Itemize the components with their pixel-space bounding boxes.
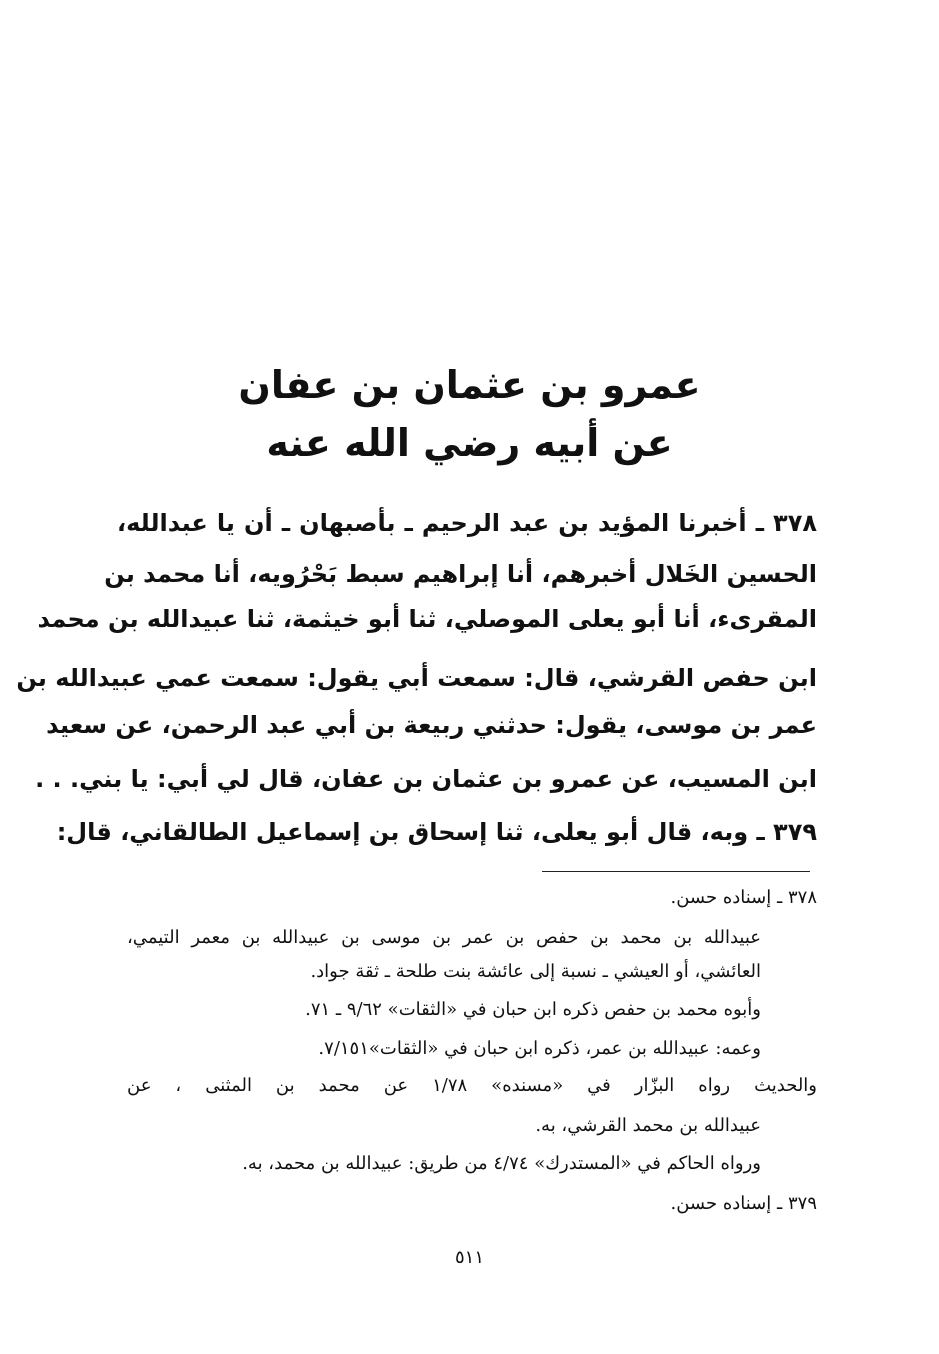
- main-text-line: عمر بن موسى، يقول: حدثني ربيعة بن أبي عبد الرحمن، عن سعيد: [46, 711, 817, 739]
- footnote-line: العائشي، أو العيشي ـ نسبة إلى عائشة بنت طلحة ـ ثقة جواد.: [310, 961, 761, 982]
- main-text-line: ٣٧٩ ـ وبه، قال أبو يعلى، ثنا إسحاق بن إسماعيل الطالقاني، قال:: [56, 818, 817, 846]
- main-text-line: المقرىء، أنا أبو يعلى الموصلي، ثنا أبو خيثمة، ثنا عبيدالله بن محمد: [37, 605, 817, 633]
- main-text-line: الحسين الخَلال أخبرهم، أنا إبراهيم سبط بَحْرُويه، أنا محمد بن: [104, 560, 817, 588]
- footnote-line: وأبوه محمد بن حفص ذكره ابن حبان في «الثقات» ٩/٦٢ ـ ٧١.: [305, 999, 761, 1020]
- footnote-line: ورواه الحاكم في «المستدرك» ٤/٧٤ من طريق: عبيدالله بن محمد، به.: [242, 1153, 761, 1174]
- footnote-number: ٣٧٩ ـ إسناده حسن.: [670, 1193, 817, 1214]
- main-text-line: ابن حفص القرشي، قال: سمعت أبي يقول: سمعت عمي عبيدالله بن: [16, 664, 817, 692]
- footnote-line: عبيدالله بن محمد بن حفص بن عمر بن موسى بن عبيدالله بن معمر التيمي،: [127, 927, 761, 948]
- chapter-title-line-2: عن أبيه رضي الله عنه: [266, 421, 673, 465]
- chapter-title-line-1: عمرو بن عثمان بن عفان: [238, 363, 701, 407]
- page-number: ٥١١: [454, 1247, 484, 1268]
- footnote-number: ٣٧٨ ـ إسناده حسن.: [670, 887, 817, 908]
- footnote-line: وعمه: عبيدالله بن عمر، ذكره ابن حبان في «الثقات»٧/١٥١.: [318, 1038, 761, 1059]
- main-text-line: ٣٧٨ ـ أخبرنا المؤيد بن عبد الرحيم ـ بأصبهان ـ أن يا عبدالله،: [117, 509, 817, 537]
- footnote-separator: [542, 871, 810, 872]
- footnote-line: عبيدالله بن محمد القرشي، به.: [535, 1115, 761, 1136]
- main-text-line: ابن المسيب، عن عمرو بن عثمان بن عفان، قال لي أبي: يا بني. . .: [35, 765, 817, 793]
- footnote-line: والحديث رواه البزّار في «مسنده» ١/٧٨ عن محمد بن المثنى ، عن: [127, 1075, 817, 1096]
